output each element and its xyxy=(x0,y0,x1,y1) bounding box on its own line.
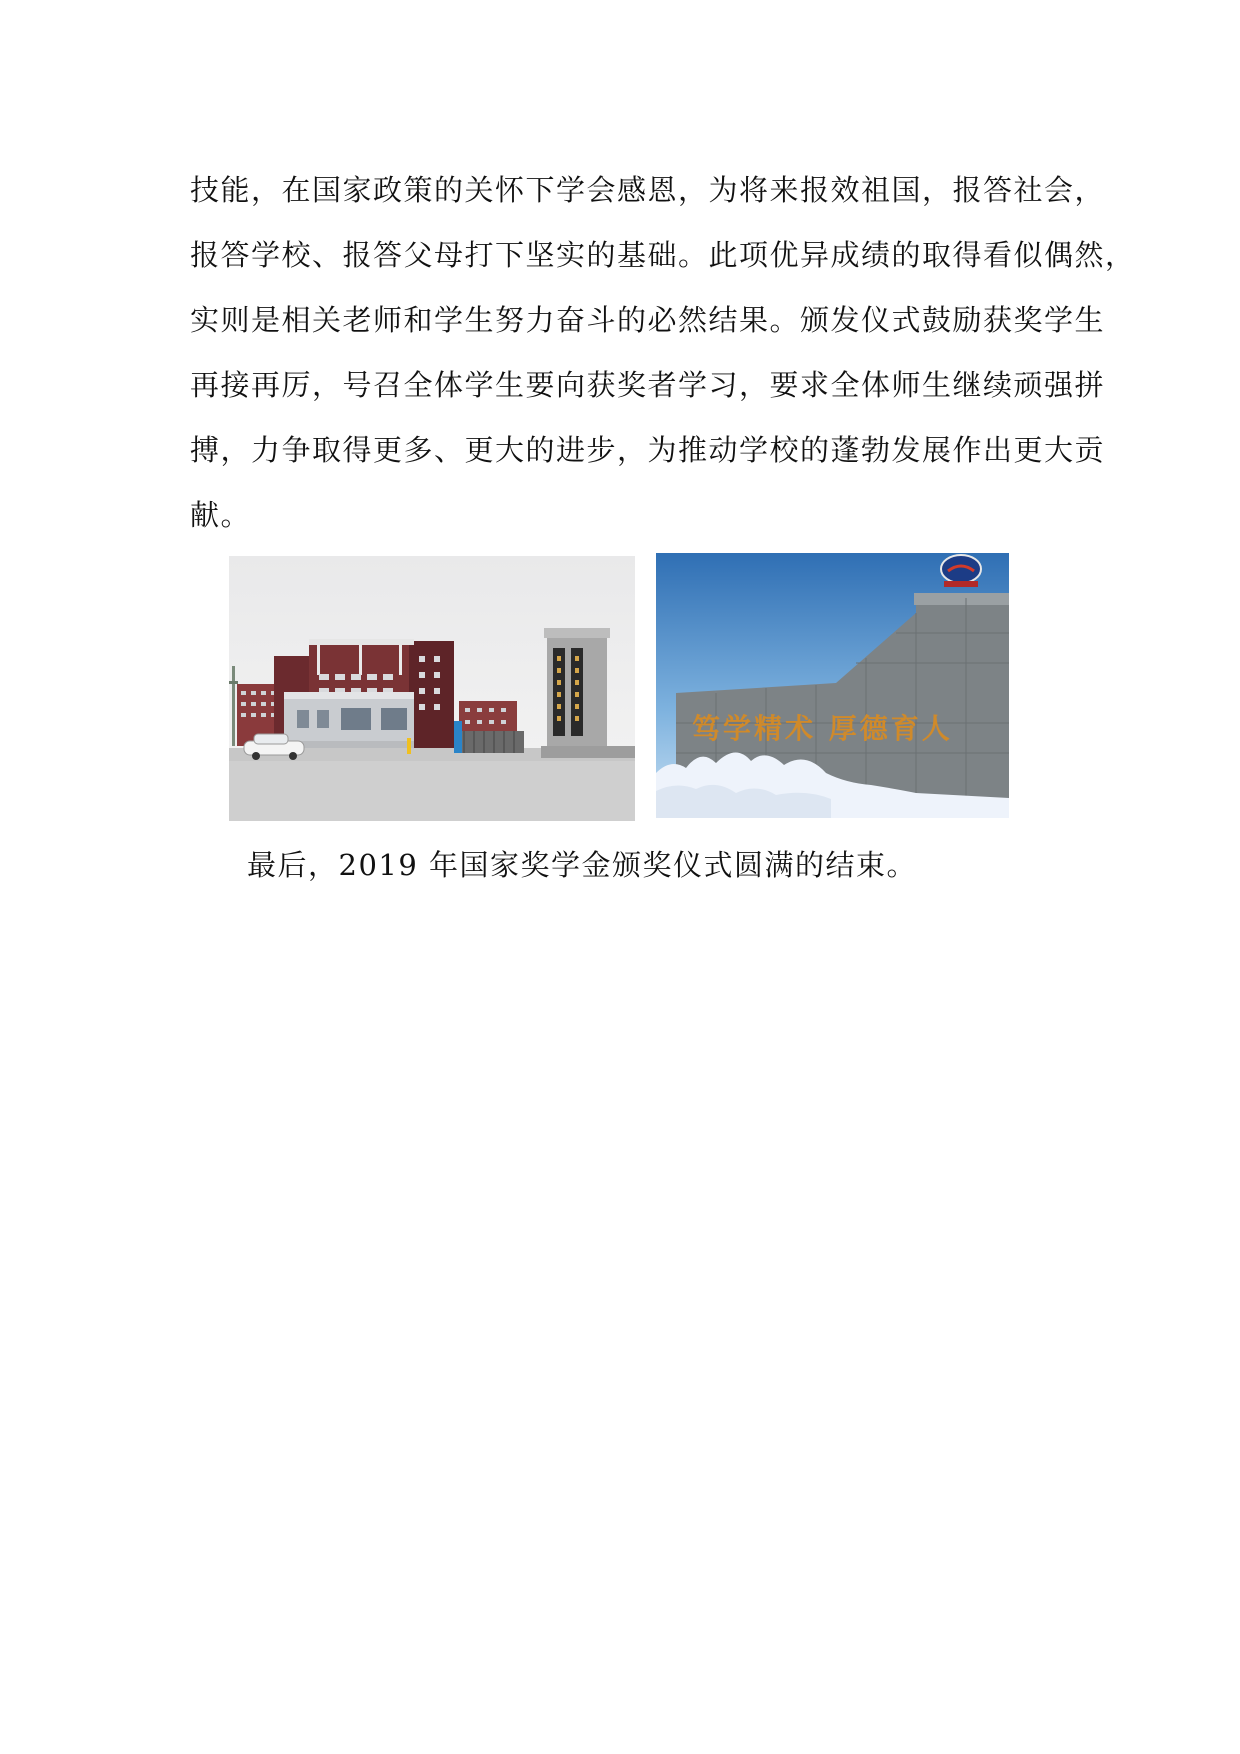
campus-sign-photo xyxy=(656,553,1009,818)
photo-row xyxy=(229,553,1009,818)
campus-gate-photo xyxy=(229,556,635,821)
paragraph-line: 技能，在国家政策的关怀下学会感恩，为将来报效祖国，报答社会， xyxy=(190,173,1106,207)
body-paragraph xyxy=(190,158,1136,548)
paragraph-line: 报答学校、报答父母打下坚实的基础。此项优异成绩的取得看似偶然， xyxy=(190,238,1136,272)
paragraph-line: 献。 xyxy=(190,498,252,532)
paragraph-line: 再接再厉，号召全体学生要向获奖者学习，要求全体师生继续顽强拼 xyxy=(190,368,1106,402)
svg-text:笃学精术 厚德育人: 笃学精术 厚德育人 xyxy=(692,712,953,745)
paragraph-line: 搏，力争取得更多、更大的进步，为推动学校的蓬勃发展作出更大贡 xyxy=(190,433,1106,467)
closing-line: 最后，2019 年国家奖学金颁奖仪式圆满的结束。 xyxy=(247,848,918,882)
paragraph-line: 实则是相关老师和学生努力奋斗的必然结果。颁发仪式鼓励获奖学生 xyxy=(190,303,1106,337)
